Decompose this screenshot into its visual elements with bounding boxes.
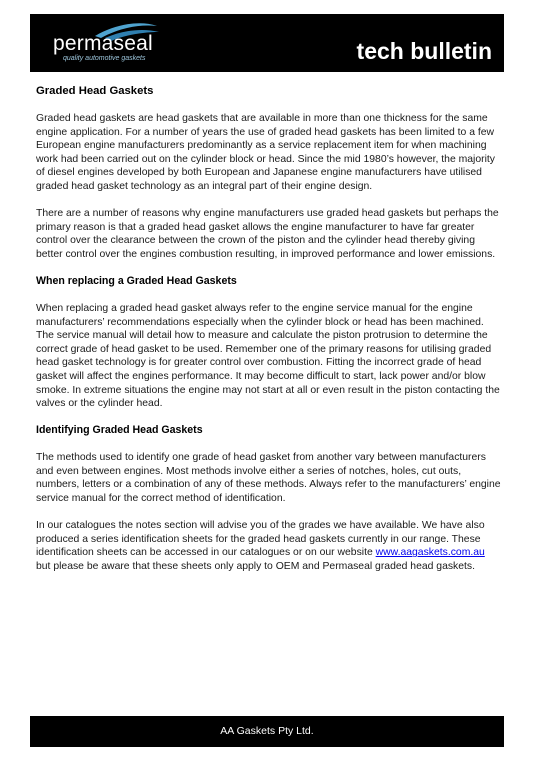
- section-heading-replacing: When replacing a Graded Head Gaskets: [36, 274, 237, 287]
- identifying-paragraph-2: [36, 519, 502, 573]
- footer-company-name: AA Gaskets Pty Ltd.: [220, 725, 314, 737]
- replacing-paragraph: When replacing a graded head gasket always refer to the engine service manual for the engine manufacturers’ recommendations especially when the cylinder block or head has been machined. The service manual will detail how to measure and calculate the piston protrusion to determine the correct grade of head gasket to be used. Remember one of the primary reasons for utilising graded head gasket technology is for greater control over combustion. Fitting the incorrect grade of head gasket will affect the engines performance. It may become difficult to start, lack power and/or blow smoke. In extreme situations the engine may not start at all or even result in the piston contacting the valves or the cylinder head.: [36, 302, 500, 410]
- section-heading-identifying: Identifying Graded Head Gaskets: [36, 424, 203, 437]
- permaseal-logo: [35, 18, 165, 66]
- identifying-paragraph-2-start: In our catalogues the notes section will advise you of the grades we have available. We have also produced a series identification sheets for the graded head gaskets currently in our range. These identification sheets can be accessed in our catalogues or on our website: [36, 520, 485, 559]
- website-link[interactable]: www.aagaskets.com.au: [375, 547, 485, 559]
- intro-paragraph-2: There are a number of reasons why engine manufacturers use graded head gaskets but perhaps the primary reason is that a graded head gasket allows the engine manufacturer to have far greater control over the clearance between the crown of the piston and the cylinder head thereby giving better control over the engines combustion resulting, in improved performance and lower emissions.: [36, 208, 499, 260]
- identifying-paragraph-1: The methods used to identify one grade of head gasket from another vary between manufacturers and even between engines. Most methods involve either a series of notches, holes, cut outs, numbers, letters or a combination of any of these methods. Always refer to the manufacturers’ engine service manual for the correct method of identification.: [36, 452, 501, 504]
- article-title: Graded Head Gaskets: [36, 85, 154, 97]
- intro-paragraph-1: Graded head gaskets are head gaskets that are available in more than one thickness for the same engine application. For a number of years the use of graded head gaskets has been limited to a few European engine manufacturers predominantly as a service replacement item for when machining work had been carried out on the cylinder block or head. Since the mid 1980’s however, the majority of diesel engines developed by both European and Japanese engine manufacturers have utilised graded head gasket technology as an integral part of their engine design.: [36, 113, 495, 192]
- identifying-paragraph-2-end: but please be aware that these sheets only apply to OEM and Permaseal graded head gaskets.: [36, 560, 475, 572]
- header-bar: [30, 14, 504, 72]
- footer-bar: [30, 716, 504, 747]
- logo-wordmark: permaseal: [53, 32, 153, 55]
- article-body: [36, 84, 502, 587]
- bulletin-title: tech bulletin: [356, 38, 492, 64]
- logo-tagline: quality automotive gaskets: [63, 55, 146, 62]
